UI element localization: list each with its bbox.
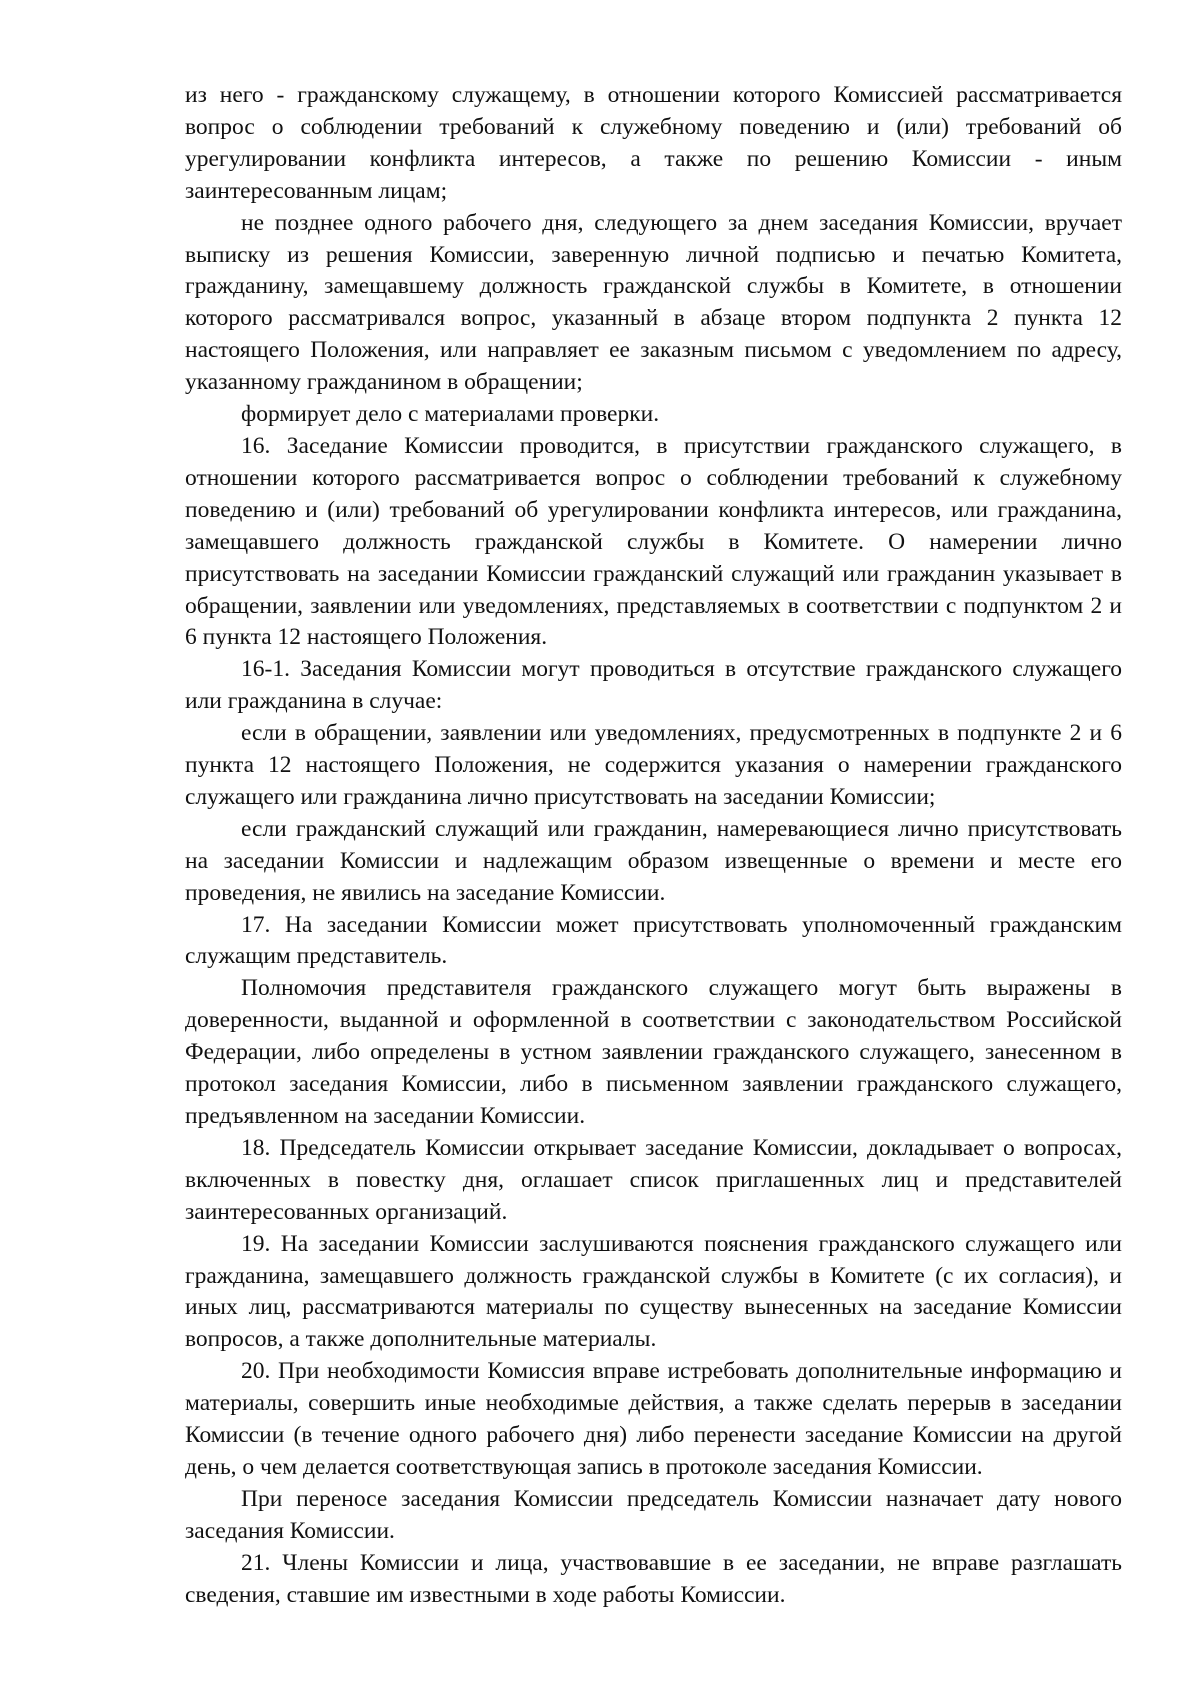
paragraph-case-file: формирует дело с материалами проверки. <box>241 401 660 428</box>
paragraph-postponement: При переносе заседания Комиссии председатель Комиссии назначает дату нового заседания Комиссии. <box>185 1485 1122 1544</box>
paragraph-extract-delivery: не позднее одного рабочего дня, следующего за днем заседания Комиссии, вручает выписку из решения Комиссии, заверенную личной подписью и печатью Комитета, гражданину, замещавшему должность гражданской службы в Комитете, в отношении которого рассматривался вопрос, указанный в абзаце втором подпункта 2 пункта 12 настоящего Положения, или направляет ее заказным письмом с уведомлением по адресу, указанному гражданином в обращении; <box>185 209 1122 396</box>
paragraph-item-16-1-case-a: если в обращении, заявлении или уведомлениях, предусмотренных в подпункте 2 и 6 пункта 12 настоящего Положения, не содержится указания о намерении гражданского служащего или гражданина лично присутствовать на заседании Комиссии; <box>185 720 1122 810</box>
paragraph-item-16-1: 16-1. Заседания Комиссии могут проводиться в отсутствие гражданского служащего или гражданина в случае: <box>185 656 1122 715</box>
document-body <box>185 80 1122 1612</box>
paragraph-item-21: 21. Члены Комиссии и лица, участвовавшие в ее заседании, не вправе разглашать сведения, ставшие им известными в ходе работы Комиссии. <box>185 1549 1122 1608</box>
paragraph-item-19: 19. На заседании Комиссии заслушиваются пояснения гражданского служащего или гражданина, замещавшего должность гражданской службы в Комитете (с их согласия), и иных лиц, рассматриваются материалы по существу вынесенных на заседание Комиссии вопросов, а также дополнительные материалы. <box>185 1230 1122 1353</box>
paragraph-item-18: 18. Председатель Комиссии открывает заседание Комиссии, докладывает о вопросах, включенных в повестку дня, оглашает список приглашенных лиц и представителей заинтересованных организаций. <box>185 1134 1122 1225</box>
paragraph-item-16: 16. Заседание Комиссии проводится, в присутствии гражданского служащего, в отношении которого рассматривается вопрос о соблюдении требований к служебному поведению и (или) требований об урегулировании конфликта интересов, или гражданина, замещавшего должность гражданской службы в Комитете. О намерении лично присутствовать на заседании Комиссии гражданский служащий или гражданин указывает в обращении, заявлении или уведомлениях, представляемых в соответствии с подпунктом 2 и 6 пункта 12 настоящего Положения. <box>185 432 1122 651</box>
paragraph-item-20: 20. При необходимости Комиссия вправе истребовать дополнительные информацию и материалы, совершить иные необходимые действия, а также сделать перерыв в заседании Комиссии (в течение одного рабочего дня) либо перенести заседание Комиссии на другой день, о чем делается соответствующая запись в протоколе заседания Комиссии. <box>185 1358 1122 1480</box>
paragraph-item-17: 17. На заседании Комиссии может присутствовать уполномоченный гражданским служащим представитель. <box>185 911 1122 970</box>
paragraph-item-16-1-case-b: если гражданский служащий или гражданин, намеревающиеся лично присутствовать на заседании Комиссии и надлежащим образом извещенные о времени и месте его проведения, не явились на заседание Комиссии. <box>185 815 1122 906</box>
paragraph-representative-authority: Полномочия представителя гражданского служащего могут быть выражены в доверенности, выданной и оформленной в соответствии с законодательством Российской Федерации, либо определены в устном заявлении гражданского служащего, занесенном в протокол заседания Комиссии, либо в письменном заявлении гражданского служащего, предъявленном на заседании Комиссии. <box>185 975 1122 1129</box>
paragraph-continuation: из него - гражданскому служащему, в отношении которого Комиссией рассматривается вопрос о соблюдении требований к служебному поведению и (или) требований об урегулировании конфликта интересов, а также по решению Комиссии - иным заинтересованным лицам; <box>185 82 1122 204</box>
